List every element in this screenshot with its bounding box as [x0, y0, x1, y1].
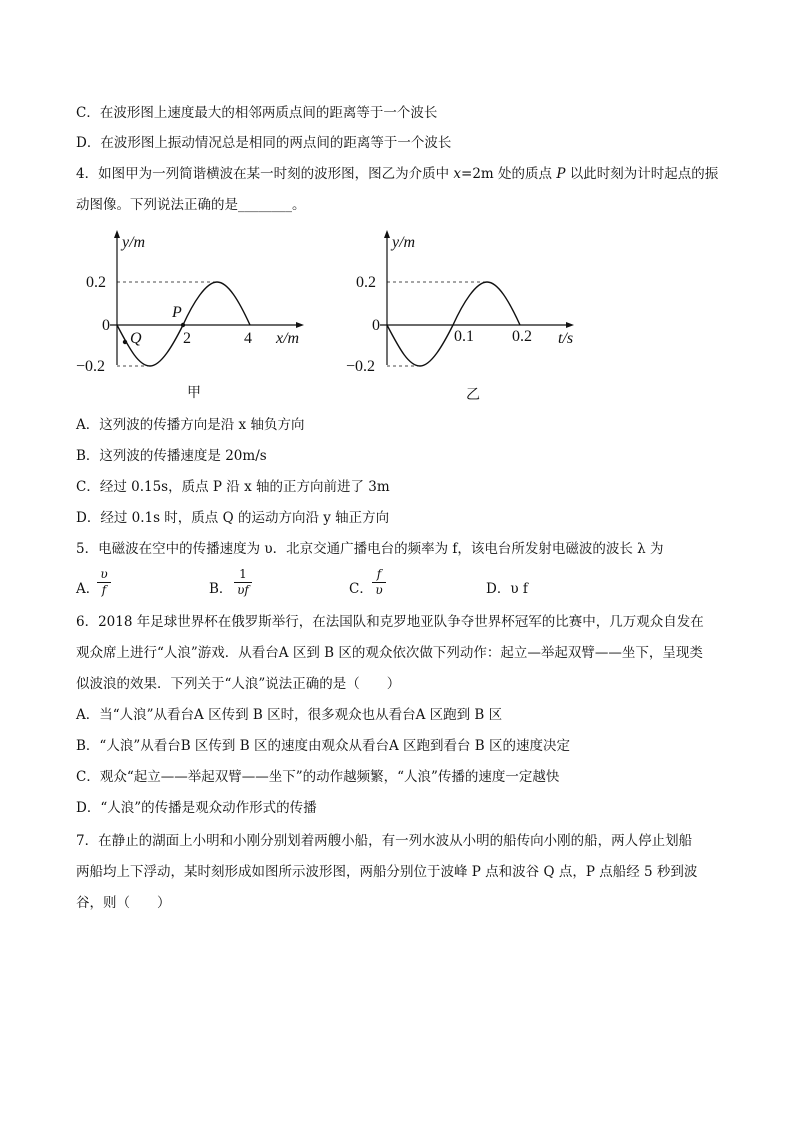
yi-tick-01: 0.1: [454, 328, 474, 345]
q7-stem-line2: 两船均上下浮动，某时刻形成如图所示波形图，两船分别位于波峰 P 点和波谷 Q 点，P 点船经 5 秒到波: [76, 864, 698, 880]
q3-option-c: C．在波形图上速度最大的相邻两质点间的距离等于一个波长: [76, 105, 438, 121]
q5-option-c-label: C．: [349, 581, 373, 597]
q5-c-numerator: f: [376, 567, 382, 581]
yi-ylabel: y/m: [392, 234, 416, 251]
q5-a-numerator: υ: [100, 567, 108, 581]
waveform-graph-jia: [70, 225, 320, 380]
jia-tick-neg: −0.2: [76, 358, 106, 375]
q5-option-a-fraction: [97, 568, 111, 597]
jia-label-p: P: [172, 304, 182, 321]
jia-tick-2: 2: [183, 330, 191, 347]
yi-origin: 0: [372, 317, 380, 334]
jia-xlabel: x/m: [276, 330, 300, 347]
q4-stem-line1: 4．如图甲为一列简谐横波在某一时刻的波形图，图乙为介质中 x=2m 处的质点 P 以此时刻为计时起点的振: [76, 166, 719, 182]
q6-stem-line3: 似波浪的效果．下列关于“人浪”说法正确的是（ ）: [76, 676, 401, 692]
jia-ylabel: y/m: [122, 234, 146, 251]
yi-tick-neg: −0.2: [346, 358, 376, 375]
q6-option-a: A．当“人浪”从看台A 区传到 B 区时，很多观众也从看台A 区跑到 B 区: [76, 707, 503, 723]
q6-option-b: B．“人浪”从看台B 区传到 B 区的速度由观众从看台A 区跑到看台 B 区的速度决定: [76, 738, 570, 754]
q5-option-d: D．υ f: [486, 581, 528, 597]
q5-option-b-fraction: [234, 568, 252, 597]
q5-a-denominator: f: [101, 583, 107, 597]
yi-tick-02: 0.2: [512, 328, 532, 345]
point-p: [181, 323, 185, 327]
jia-tick-4: 4: [244, 330, 252, 347]
jia-origin: 0: [102, 317, 110, 334]
q3-option-d: D．在波形图上振动情况总是相同的两点间的距离等于一个波长: [76, 135, 452, 151]
q6-option-d: D．“人浪”的传播是观众动作形式的传播: [76, 800, 317, 816]
caption-jia: 甲: [187, 385, 201, 401]
q7-stem-line3: 谷，则（ ）: [76, 895, 171, 911]
caption-yi: 乙: [466, 387, 480, 403]
q5-b-denominator: υf: [237, 583, 249, 597]
yi-tick-pos: 0.2: [356, 274, 376, 291]
q5-option-a-label: A．: [76, 581, 100, 597]
q7-stem-line1: 7．在静止的湖面上小明和小刚分别划着两艘小船，有一列水波从小明的船传向小刚的船，两人停止划船: [76, 833, 693, 849]
q4-option-d: D．经过 0.1s 时，质点 Q 的运动方向沿 y 轴正方向: [76, 510, 390, 526]
point-q: [123, 340, 127, 344]
jia-tick-pos: 0.2: [86, 274, 106, 291]
q4-option-c: C．经过 0.15s，质点 P 沿 x 轴的正方向前进了 3m: [76, 479, 390, 495]
vibration-graph-yi: [340, 225, 590, 380]
yi-xlabel: t/s: [558, 330, 574, 347]
jia-label-q: Q: [130, 330, 142, 347]
q5-stem: 5．电磁波在空中的传播速度为 υ．北京交通广播电台的频率为 f，该电台所发射电磁波的波长 λ 为: [76, 541, 664, 557]
q6-option-c: C．观众“起立——举起双臂——坐下”的动作越频繁，“人浪”传播的速度一定越快: [76, 769, 560, 785]
q5-b-numerator: 1: [239, 567, 247, 581]
q4-stem-line2: 动图像。下列说法正确的是________。: [76, 197, 306, 213]
q6-stem-line1: 6．2018 年足球世界杯在俄罗斯举行，在法国队和克罗地亚队争夺世界杯冠军的比赛中，几万观众自发在: [76, 614, 704, 630]
q5-option-c-fraction: [372, 568, 386, 597]
q5-c-denominator: υ: [375, 583, 383, 597]
q5-option-b-label: B．: [209, 581, 233, 597]
q4-option-b: B．这列波的传播速度是 20m/s: [76, 448, 267, 464]
q4-option-a: A．这列波的传播方向是沿 x 轴负方向: [76, 417, 305, 433]
q6-stem-line2: 观众席上进行“人浪”游戏．从看台A 区到 B 区的观众依次做下列动作：起立—举起双臂——坐下，呈现类: [76, 645, 703, 661]
